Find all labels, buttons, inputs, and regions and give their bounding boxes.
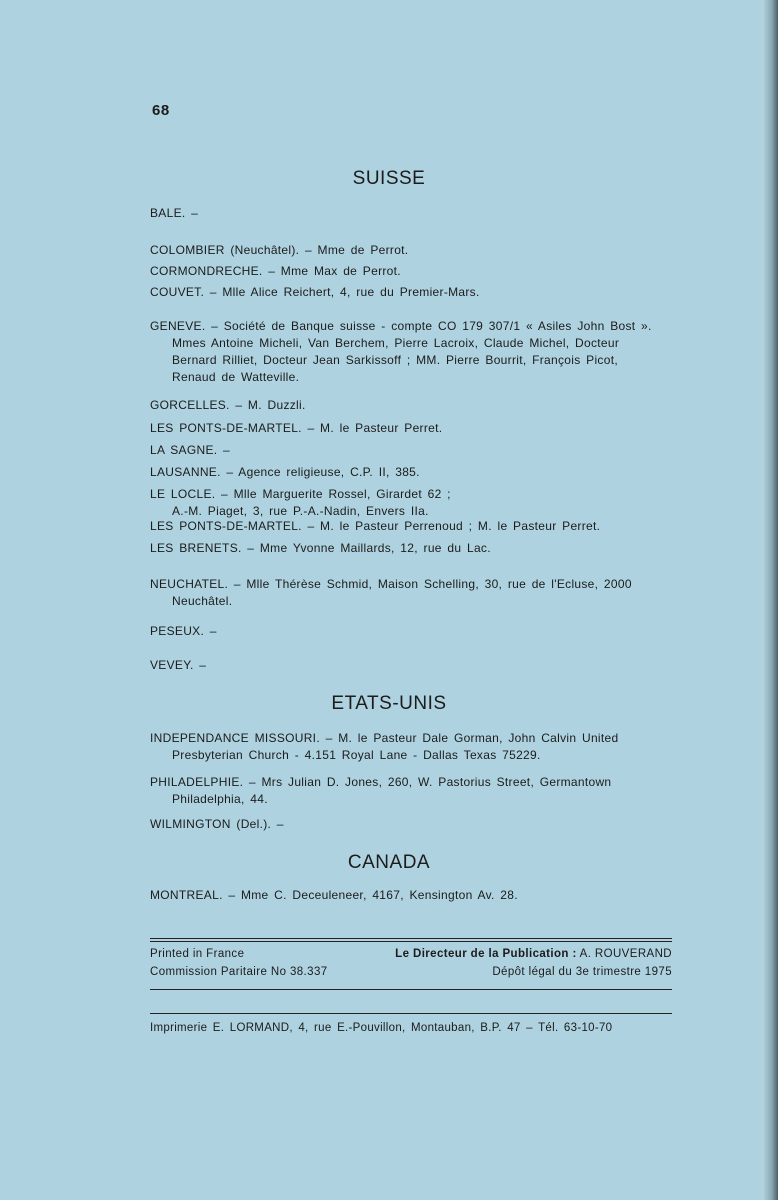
- imprint-line: Imprimerie E. LORMAND, 4, rue E.-Pouvillon, Montauban, B.P. 47 – Tél. 63-10-70: [150, 1022, 613, 1034]
- entry-line: Mmes Antoine Micheli, Van Berchem, Pierre Lacroix, Claude Michel, Docteur: [172, 336, 620, 350]
- entry-bale: [150, 205, 674, 222]
- entry-line: Philadelphia, 44.: [172, 792, 268, 806]
- entry-la-sagne: [150, 442, 674, 459]
- director-label: Le Directeur de la Publication :: [395, 948, 577, 960]
- entry-line: Bernard Rilliet, Docteur Jean Sarkissoff ; MM. Pierre Bourrit, François Picot,: [172, 353, 618, 367]
- section-title-suisse: SUISSE: [352, 168, 426, 189]
- entry-independance-missouri: [150, 730, 674, 764]
- entry-line: VEVEY. –: [150, 658, 207, 672]
- entry-wilmington: [150, 816, 674, 833]
- depot-legal: Dépôt légal du 3e trimestre 1975: [492, 966, 672, 978]
- entry-line: GENEVE. – Société de Banque suisse - compte CO 179 307/1 « Asiles John Bost ».: [150, 319, 652, 333]
- entry-couvet: [150, 284, 674, 301]
- entry-line: CORMONDRECHE. – Mme Max de Perrot.: [150, 264, 401, 278]
- entry-vevey: [150, 657, 674, 674]
- entry-line: LES BRENETS. – Mme Yvonne Maillards, 12, rue du Lac.: [150, 541, 491, 555]
- section-title-etats-unis: ETATS-UNIS: [331, 693, 447, 714]
- entry-line: LE LOCLE. – Mlle Marguerite Rossel, Girardet 62 ;: [150, 487, 451, 501]
- entry-line: WILMINGTON (Del.). –: [150, 817, 284, 831]
- footer-row-2: [150, 966, 672, 978]
- entry-philadelphie: [150, 774, 674, 808]
- entry-line: LAUSANNE. – Agence religieuse, C.P. II, 385.: [150, 465, 420, 479]
- director-info: [395, 948, 672, 960]
- entry-line: Presbyterian Church - 4.151 Royal Lane - Dallas Texas 75229.: [172, 748, 541, 762]
- entry-les-brenets: [150, 540, 674, 557]
- entry-cormondreche: [150, 263, 674, 280]
- footer-top-rule: [150, 938, 672, 942]
- entry-line: LES PONTS-DE-MARTEL. – M. le Pasteur Perret.: [150, 421, 443, 435]
- entry-line: Neuchâtel.: [172, 594, 233, 608]
- entry-neuchatel: [150, 576, 674, 610]
- entry-colombier: [150, 242, 674, 259]
- commission-paritaire: Commission Paritaire No 38.337: [150, 966, 328, 978]
- entry-geneve: [150, 318, 674, 386]
- entry-line: NEUCHATEL. – Mlle Thérèse Schmid, Maison Schelling, 30, rue de l'Ecluse, 2000: [150, 577, 632, 591]
- printed-in: Printed in France: [150, 948, 245, 960]
- entry-line: PHILADELPHIE. – Mrs Julian D. Jones, 260, W. Pastorius Street, Germantown: [150, 775, 612, 789]
- footer-bottom-rule: [150, 989, 672, 990]
- entry-line: A.-M. Piaget, 3, rue P.-A.-Nadin, Envers IIa.: [172, 504, 429, 518]
- entry-le-locle: [150, 486, 674, 520]
- entry-peseux: [150, 623, 674, 640]
- entry-montreal: [150, 887, 674, 904]
- entry-line: BALE. –: [150, 206, 199, 220]
- entry-line: GORCELLES. – M. Duzzli.: [150, 398, 306, 412]
- entry-lausanne: [150, 464, 674, 481]
- entry-line: LES PONTS-DE-MARTEL. – M. le Pasteur Perrenoud ; M. le Pasteur Perret.: [150, 519, 601, 533]
- entry-line: PESEUX. –: [150, 624, 217, 638]
- section-title-canada: CANADA: [347, 852, 431, 873]
- entry-gorcelles: [150, 397, 674, 414]
- director-name: A. ROUVERAND: [579, 948, 672, 960]
- entry-line: LA SAGNE. –: [150, 443, 231, 457]
- entry-ponts-de-martel: [150, 420, 674, 437]
- entry-line: COLOMBIER (Neuchâtel). – Mme de Perrot.: [150, 243, 409, 257]
- entry-ponts-de-martel-2: [150, 518, 674, 535]
- page-number: 68: [152, 102, 170, 119]
- entry-line: INDEPENDANCE MISSOURI. – M. le Pasteur Dale Gorman, John Calvin United: [150, 731, 619, 745]
- imprint-top-rule: [150, 1013, 672, 1014]
- footer-row-1: [150, 948, 672, 960]
- entry-line: COUVET. – Mlle Alice Reichert, 4, rue du Premier-Mars.: [150, 285, 480, 299]
- entry-line: MONTREAL. – Mme C. Deceuleneer, 4167, Kensington Av. 28.: [150, 888, 518, 902]
- entry-line: Renaud de Watteville.: [172, 370, 300, 384]
